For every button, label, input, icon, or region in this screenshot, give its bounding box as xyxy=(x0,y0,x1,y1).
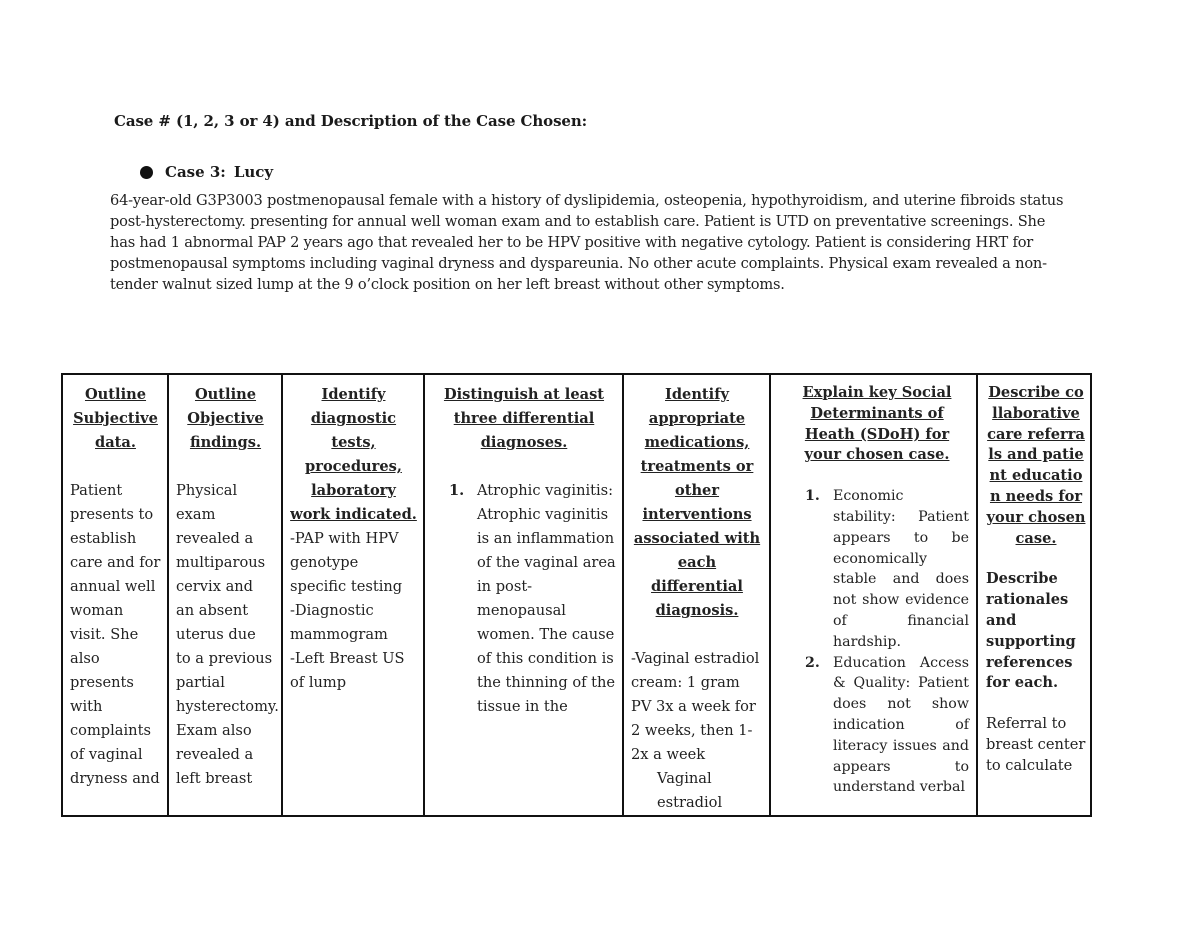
subjective-header: Outline Subjective data. xyxy=(73,386,158,451)
differentials-header: Distinguish at least three differential diagnoses. xyxy=(443,386,605,451)
diagnostic-line: -Left Breast US of lump xyxy=(290,650,405,691)
differential-list xyxy=(449,479,616,719)
section-heading: Case # (1, 2, 3 or 4) and Description of the Case Chosen: xyxy=(114,112,588,130)
list-item xyxy=(805,486,969,652)
case-name: Lucy xyxy=(233,163,274,181)
subjective-cell xyxy=(62,374,168,816)
sdoh-text: Economic stability: Patient appears to be economically stable and does not show evidence of financial hardship. xyxy=(833,488,969,650)
subjective-body: Patient presents to establish care and for annual well woman visit. She also presents with complaints of vaginal dryness and xyxy=(70,482,161,787)
list-number: 1. xyxy=(805,488,820,505)
diagnostic-line: -PAP with HPV genotype specific testing xyxy=(290,530,403,595)
list-item xyxy=(805,653,969,799)
medications-body: -Vaginal estradiol cream: 1 gram PV 3x a week for 2 weeks, then 1-2x a week xyxy=(631,650,760,763)
objective-header: Outline Objective findings. xyxy=(187,386,264,451)
case-label: Case 3: xyxy=(165,163,226,181)
list-number: 1. xyxy=(449,482,465,499)
collaborative-cell xyxy=(977,374,1091,816)
case-title xyxy=(140,163,273,181)
differentials-cell xyxy=(424,374,623,816)
sdoh-cell xyxy=(770,374,977,816)
list-number: 2. xyxy=(805,654,820,671)
medications-indent: Vaginal estradiol xyxy=(657,770,723,811)
care-plan-table xyxy=(61,373,1092,817)
medications-cell xyxy=(623,374,770,816)
objective-body: Physical exam revealed a multiparous cervix and an absent uterus due to a previous partial hysterectomy. Exam also revealed a left breast xyxy=(176,482,279,787)
case-description: 64-year-old G3P3003 postmenopausal female with a history of dyslipidemia, osteopenia, hypothyroidism, and uterine fibroids status post-hysterectomy. presenting for annual well woman exam and to establish care. Patient is UTD on preventative screenings. She has had 1 abnormal PAP 2 years ago that revealed her to be HPV positive with negative cytology. Patient is considering HRT for postmenopausal symptoms including vaginal dryness and dyspareunia. No other acute complaints. Physical exam revealed a non-tender walnut sized lump at the 9 o’clock position on her left breast without other symptoms. xyxy=(110,192,1064,293)
medications-header: Identify appropriate medications, treatments or other interventions associated with each differential diagnosis. xyxy=(633,386,761,619)
objective-cell xyxy=(168,374,282,816)
list-item xyxy=(449,479,616,719)
collaborative-sub: Describe rationales and supporting references for each. xyxy=(986,570,1076,692)
sdoh-list xyxy=(805,486,969,798)
diagnostics-cell xyxy=(282,374,424,816)
sdoh-text: Education Access & Quality: Patient does not show indication of literacy issues and appears to understand verbal xyxy=(833,654,969,796)
bullet-icon xyxy=(140,166,153,179)
collaborative-body: Referral to breast center to calculate xyxy=(986,715,1086,774)
differential-text: Atrophic vaginitis: Atrophic vaginitis is an inflammation of the vaginal area in post-menopausal women. The cause of this condition is the thinning of the tissue in the xyxy=(477,482,616,715)
sdoh-header: Explain key Social Determinants of Heath (SDoH) for your chosen case. xyxy=(802,384,952,464)
diagnostic-line: -Diagnostic mammogram xyxy=(290,602,388,643)
diagnostics-header: Identify diagnostic tests, procedures, laboratory work indicated. xyxy=(290,386,417,523)
collaborative-header: Describe collaborative care referrals and patient education needs for your chosen case. xyxy=(986,384,1086,547)
